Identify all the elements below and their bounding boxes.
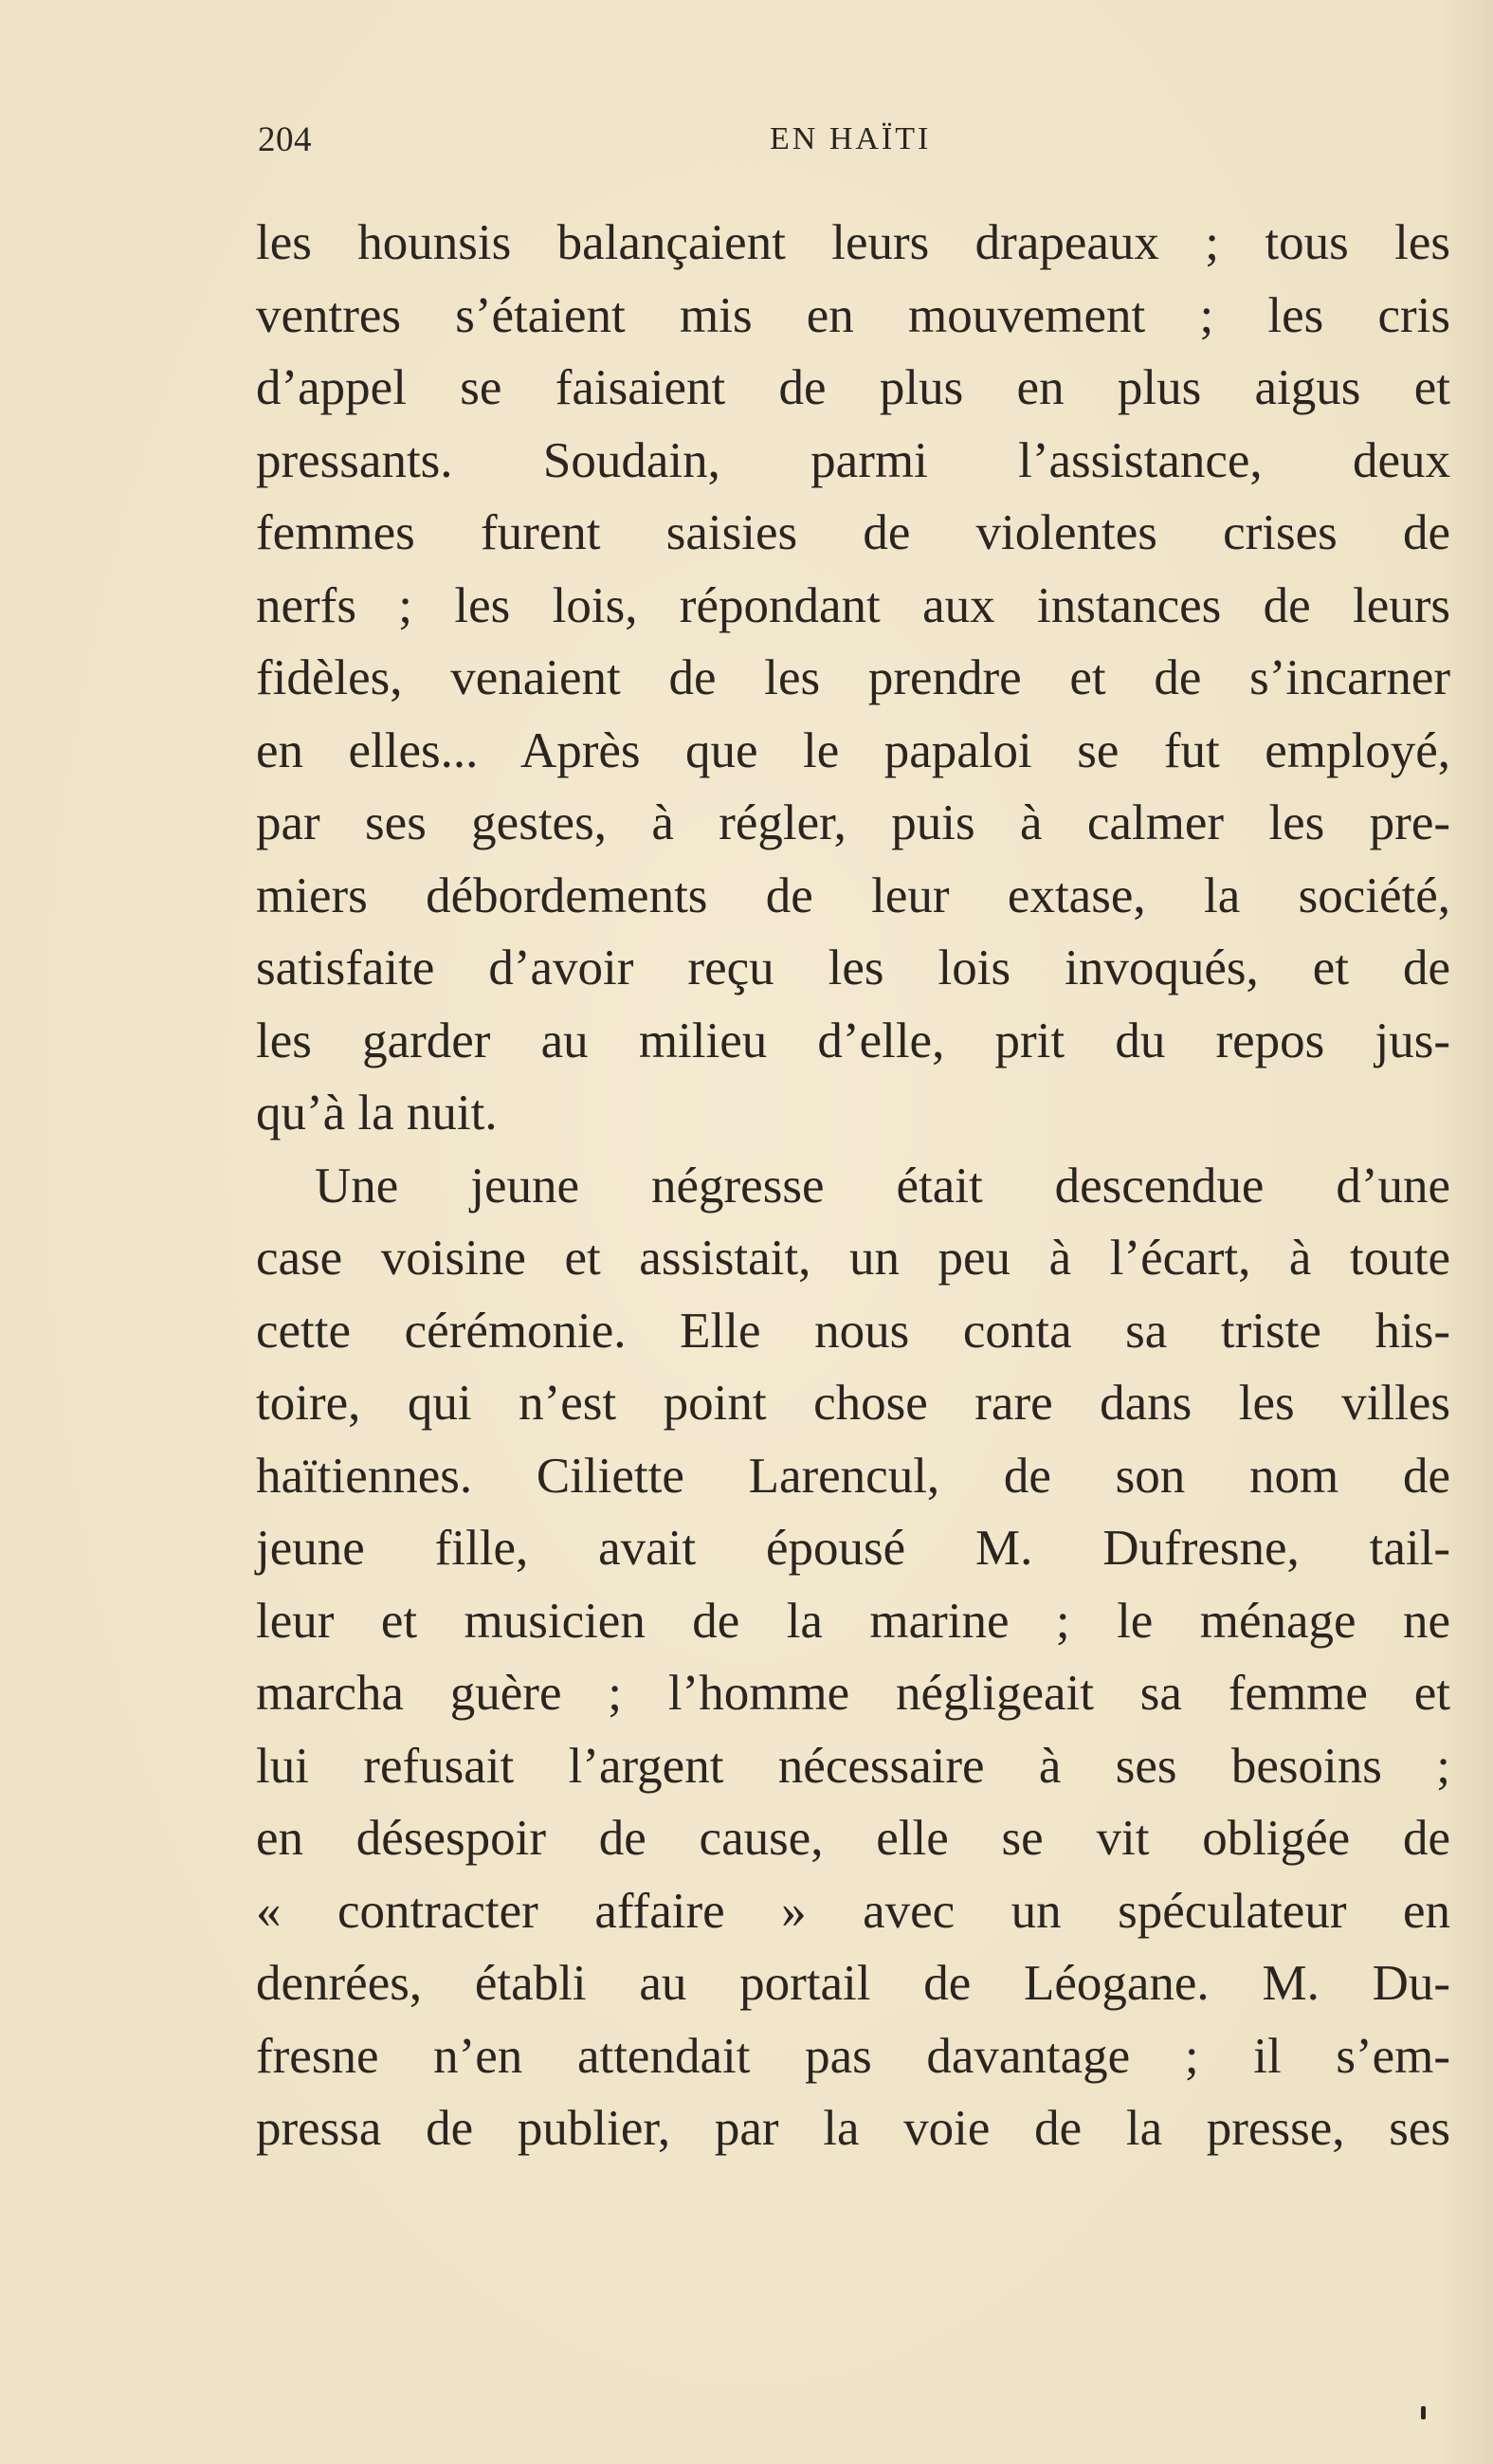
ink-mark: [1421, 2406, 1426, 2419]
text-line: leur et musicien de la marine ; le ménage ne: [256, 1593, 1450, 1649]
text-line: miers débordements de leur extase, la société,: [256, 867, 1450, 923]
body-text: [256, 207, 1450, 2165]
text-line: en elles... Après que le papaloi se fut employé,: [256, 722, 1450, 778]
text-line: case voisine et assistait, un peu à l’écart, à toute: [256, 1231, 1450, 1286]
text-line: par ses gestes, à régler, puis à calmer les pre-: [256, 795, 1450, 850]
text-line: fidèles, venaient de les prendre et de s’incarner: [256, 650, 1450, 705]
text-line: haïtiennes. Ciliette Larencul, de son nom de: [256, 1448, 1450, 1504]
running-head: [258, 119, 1452, 167]
paragraph-first-line: Une jeune négresse était descendue d’une: [315, 1158, 1450, 1214]
text-line: toire, qui n’est point chose rare dans les villes: [256, 1376, 1450, 1431]
text-line: nerfs ; les lois, répondant aux instances de leurs: [256, 577, 1450, 633]
text-line: femmes furent saisies de violentes crises de: [256, 505, 1450, 560]
text-line: d’appel se faisaient de plus en plus aigus et: [256, 360, 1450, 415]
text-line: marcha guère ; l’homme négligeait sa femme et: [256, 1666, 1450, 1721]
text-line: « contracter affaire » avec un spéculateur en: [256, 1883, 1450, 1939]
text-line: satisfaite d’avoir reçu les lois invoqués, et de: [256, 940, 1450, 995]
text-line: pressa de publier, par la voie de la presse, ses: [256, 2101, 1450, 2156]
text-line: jeune fille, avait épousé M. Dufresne, tail-: [256, 1521, 1450, 1576]
text-line: cette cérémonie. Elle nous conta sa triste his-: [256, 1303, 1450, 1359]
page-number: 204: [258, 120, 312, 159]
text-line: en désespoir de cause, elle se vit obligée de: [256, 1811, 1450, 1866]
paragraph-end-line: qu’à la nuit.: [256, 1086, 498, 1141]
text-line: lui refusait l’argent nécessaire à ses besoins ;: [256, 1738, 1450, 1794]
text-line: les garder au milieu d’elle, prit du repos jus-: [256, 1013, 1450, 1068]
running-title: EN HAÏTI: [770, 121, 932, 156]
text-line: fresne n’en attendait pas davantage ; il s’em-: [256, 2028, 1450, 2084]
text-line: denrées, établi au portail de Léogane. M. Du-: [256, 1956, 1450, 2011]
text-line: les hounsis balançaient leurs drapeaux ; tous les: [256, 215, 1450, 270]
text-line: ventres s’étaient mis en mouvement ; les cris: [256, 287, 1450, 343]
text-line: pressants. Soudain, parmi l’assistance, deux: [256, 432, 1450, 488]
